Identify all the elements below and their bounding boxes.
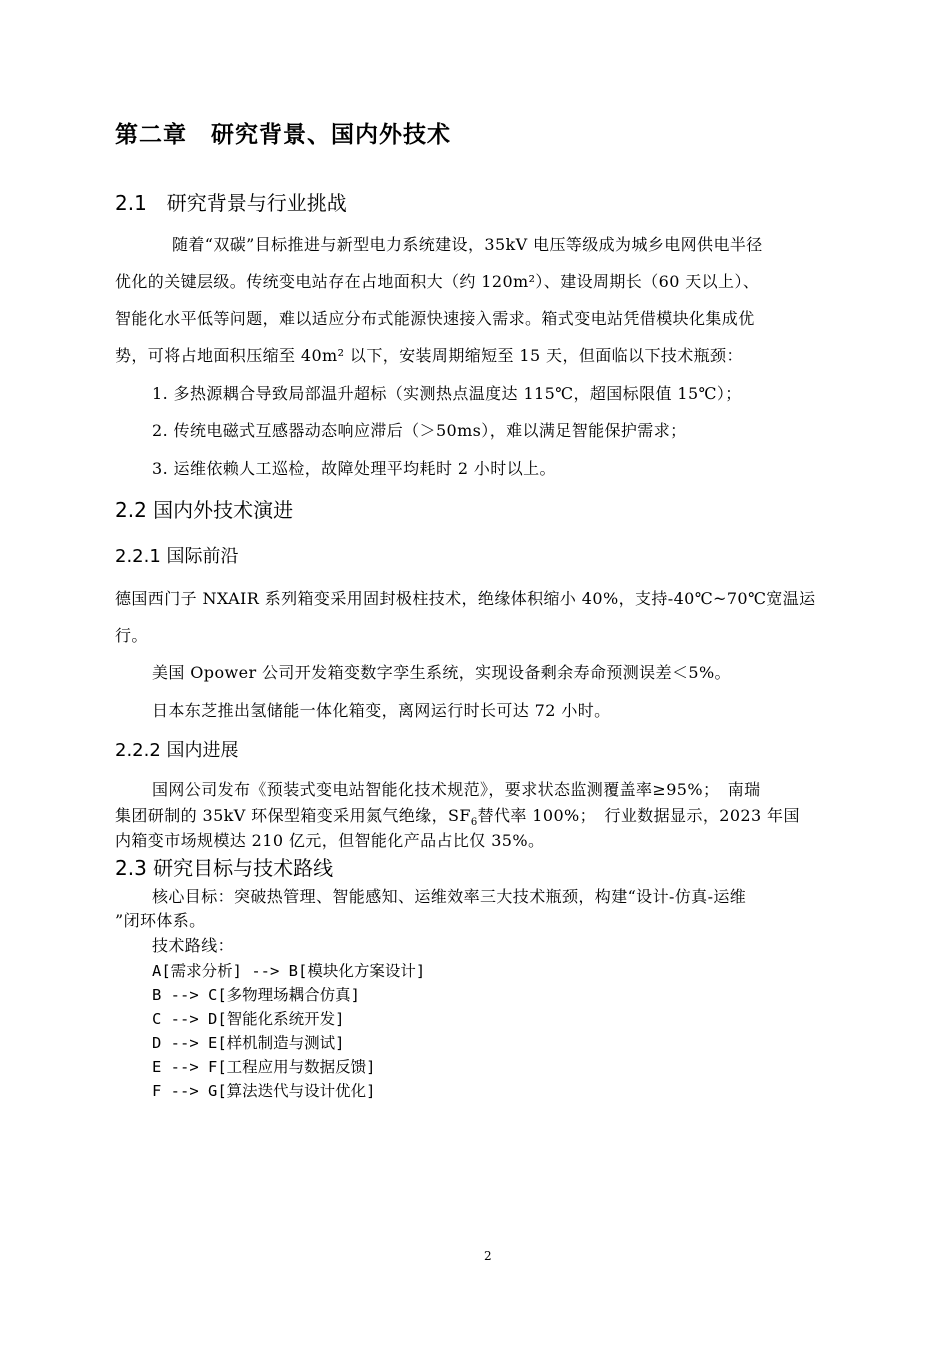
section-2-2-heading: 2.2 国内外技术演进 xyxy=(115,498,294,522)
section-2-2-1-heading: 2.2.1 国际前沿 xyxy=(115,546,239,567)
section-2-1-heading: 2.1 研究背景与行业挑战 xyxy=(115,191,347,215)
section-2-3-heading: 2.3 研究目标与技术路线 xyxy=(115,856,334,880)
paragraph-line: 优化的关键层级。传统变电站存在占地面积大（约 120m²）、建设周期长（60 天以上）、 xyxy=(115,272,760,291)
paragraph-text: 替代率 100%； 行业数据显示，2023 年国 xyxy=(477,806,800,825)
route-step: E --> F[工程应用与数据反馈] xyxy=(152,1058,376,1076)
paragraph-line: 国网公司发布《预装式变电站智能化技术规范》，要求状态监测覆盖率≥95%； 南瑞 xyxy=(152,780,761,799)
paragraph-text: 集团研制的 35kV 环保型箱变采用氮气绝缘，SF xyxy=(115,806,471,825)
paragraph-line: ”闭环体系。 xyxy=(115,911,206,930)
list-item: 3. 运维依赖人工巡检，故障处理平均耗时 2 小时以上。 xyxy=(152,459,556,478)
paragraph-line: 美国 Opower 公司开发箱变数字孪生系统，实现设备剩余寿命预测误差＜5%。 xyxy=(152,663,731,682)
paragraph-line: 随着“双碳”目标推进与新型电力系统建设，35kV 电压等级成为城乡电网供电半径 xyxy=(172,235,763,254)
paragraph-line: 日本东芝推出氢储能一体化箱变，离网运行时长可达 72 小时。 xyxy=(152,701,611,720)
paragraph-line: 德国西门子 NXAIR 系列箱变采用固封极柱技术，绝缘体积缩小 40%，支持-40℃~70℃宽温运 xyxy=(115,589,816,608)
route-step: F --> G[算法迭代与设计优化] xyxy=(152,1082,376,1100)
chapter-title: 第二章 研究背景、国内外技术 xyxy=(115,122,451,148)
paragraph-line: 智能化水平低等问题，难以适应分布式能源快速接入需求。箱式变电站凭借模块化集成优 xyxy=(115,309,755,328)
route-step: C --> D[智能化系统开发] xyxy=(152,1010,345,1028)
paragraph-line: 行。 xyxy=(115,626,148,645)
list-item: 1. 多热源耦合导致局部温升超标（实测热点温度达 115℃，超国标限值 15℃）； xyxy=(152,384,742,403)
paragraph-line: 势，可将占地面积压缩至 40m² 以下，安装周期缩短至 15 天，但面临以下技术瓶颈： xyxy=(115,346,743,365)
route-step: D --> E[样机制造与测试] xyxy=(152,1034,345,1052)
page-number: 2 xyxy=(484,1249,492,1263)
paragraph-line xyxy=(115,803,800,828)
paragraph-line: 内箱变市场规模达 210 亿元，但智能化产品占比仅 35%。 xyxy=(115,831,545,850)
route-step: A[需求分析] --> B[模块化方案设计] xyxy=(152,962,426,980)
section-2-2-2-heading: 2.2.2 国内进展 xyxy=(115,740,239,761)
subscript: 6 xyxy=(470,817,478,829)
route-label: 技术路线： xyxy=(152,936,235,955)
list-item: 2. 传统电磁式互感器动态响应滞后（＞50ms），难以满足智能保护需求； xyxy=(152,421,687,440)
paragraph-line: 核心目标：突破热管理、智能感知、运维效率三大技术瓶颈，构建“设计-仿真-运维 xyxy=(152,887,747,906)
route-step: B --> C[多物理场耦合仿真] xyxy=(152,986,360,1004)
